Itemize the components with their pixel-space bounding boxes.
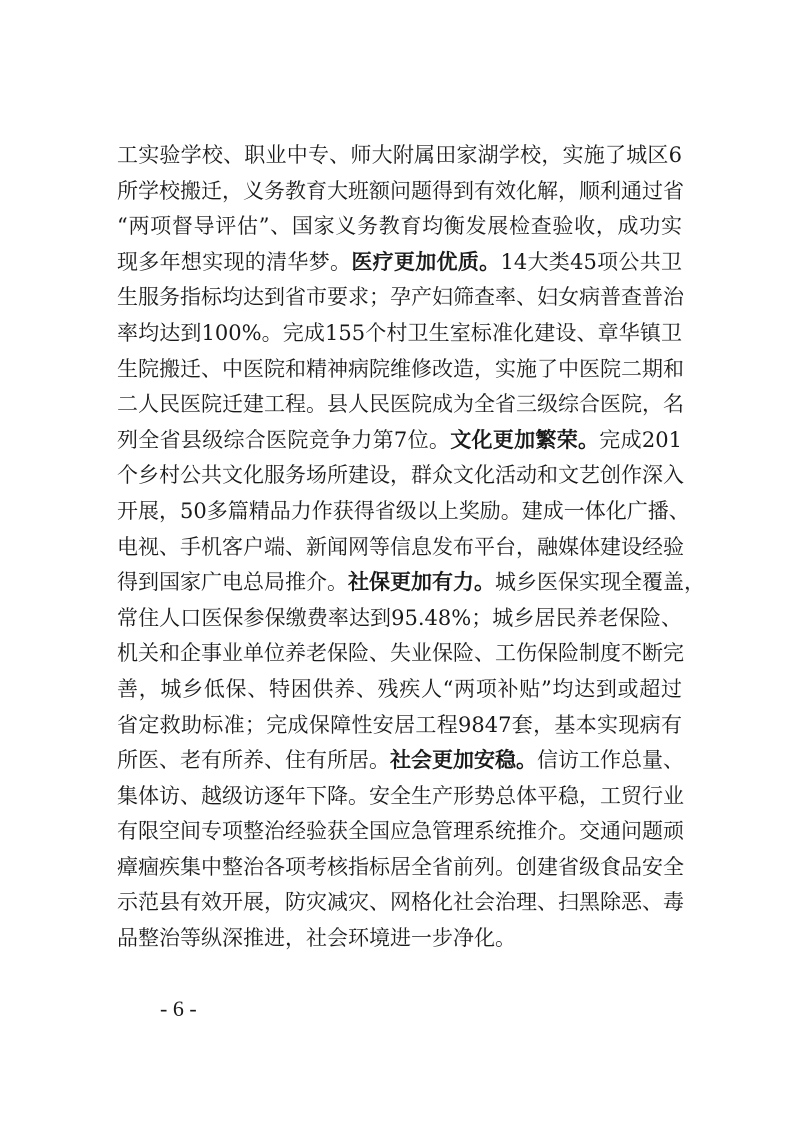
text-segment: 信访工作总量、 [537,748,684,773]
text-segment: 得到国家广电总局推介。 [117,570,348,595]
text-line [117,280,682,316]
text-segment: 14大类45项公共卫 [500,249,683,274]
text-line [117,530,682,566]
text-line [117,458,682,494]
text-segment: 生服务指标均达到省市要求；孕产妇筛查率、妇女病普查普治 [117,285,684,310]
text-line [117,850,682,886]
text-line [117,138,682,174]
text-line [117,921,682,957]
text-segment: 集体访、越级访逐年下降。安全生产形势总体平稳，工贸行业 [117,783,684,808]
text-line [117,743,682,779]
text-line [117,316,682,352]
page-number: - 6 - [160,996,197,1021]
text-line [117,174,682,210]
text-line [117,565,705,601]
text-line [117,423,682,459]
text-segment: 有限空间专项整治经验获全国应急管理系统推介。交通问题顽 [117,819,684,844]
text-segment: 善，城乡低保、特困供养、残疾人“两项补贴”均达到或超过 [117,676,682,701]
text-segment: 所学校搬迁，义务教育大班额问题得到有效化解，顺利通过省 [117,178,684,203]
text-segment: 品整治等纵深推进，社会环境进一步净化。 [117,926,516,951]
text-line [117,814,682,850]
text-segment: 电视、手机客户端、新闻网等信息发布平台，融媒体建设经验 [117,534,684,559]
text-segment: 省定救助标准；完成保障性安居工程9847套，基本实现病有 [117,712,682,737]
text-line [117,708,682,744]
text-line [117,779,682,815]
text-line [117,387,682,423]
text-line [117,245,682,281]
body-paragraph [117,138,705,957]
bold-heading-phrase: 文化更加繁荣。 [450,427,600,452]
text-segment: 列全省县级综合医院竞争力第7位。 [117,427,451,452]
text-line [117,352,682,388]
text-segment: 示范县有效开展，防灾减灾、网格化社会治理、扫黑除恶、毒 [117,890,684,915]
text-segment: 所医、老有所养、住有所居。 [117,748,390,773]
text-segment: 机关和企事业单位养老保险、失业保险、工伤保险制度不断完 [117,641,684,666]
text-segment: 现多年想实现的清华梦。 [117,249,352,274]
bold-heading-phrase: 医疗更加优质。 [351,249,501,274]
text-segment: 工实验学校、职业中专、师大附属田家湖学校，实施了城区6 [117,143,682,167]
text-line [117,209,682,245]
text-segment: 常住人口医保参保缴费率达到95.48%；城乡居民养老保险、 [117,605,682,630]
text-segment: 城乡医保实现全覆盖， [495,570,705,595]
text-line [117,601,682,637]
text-line [117,636,682,672]
text-line [117,885,682,921]
text-segment: “两项督导评估”、国家义务教育均衡发展检查验收，成功实 [117,214,682,239]
text-segment: 开展，50多篇精品力作获得省级以上奖励。建成一体化广播、 [117,498,690,523]
text-line [117,494,690,530]
bold-heading-phrase: 社会更加安稳。 [390,748,537,773]
text-segment: 率均达到100%。完成155个村卫生室标准化建设、章华镇卫 [117,320,682,345]
text-segment: 生院搬迁、中医院和精神病院维修改造，实施了中医院二期和 [117,356,684,381]
text-segment: 个乡村公共文化服务场所建设，群众文化活动和文艺创作深入 [117,463,684,488]
text-segment: 瘴痼疾集中整治各项考核指标居全省前列。创建省级食品安全 [117,854,684,879]
text-segment: 完成201 [599,427,682,452]
bold-heading-phrase: 社保更加有力。 [348,570,495,595]
text-line [117,672,682,708]
text-segment: 二人民医院迁建工程。县人民医院成为全省三级综合医院，名 [117,392,684,417]
